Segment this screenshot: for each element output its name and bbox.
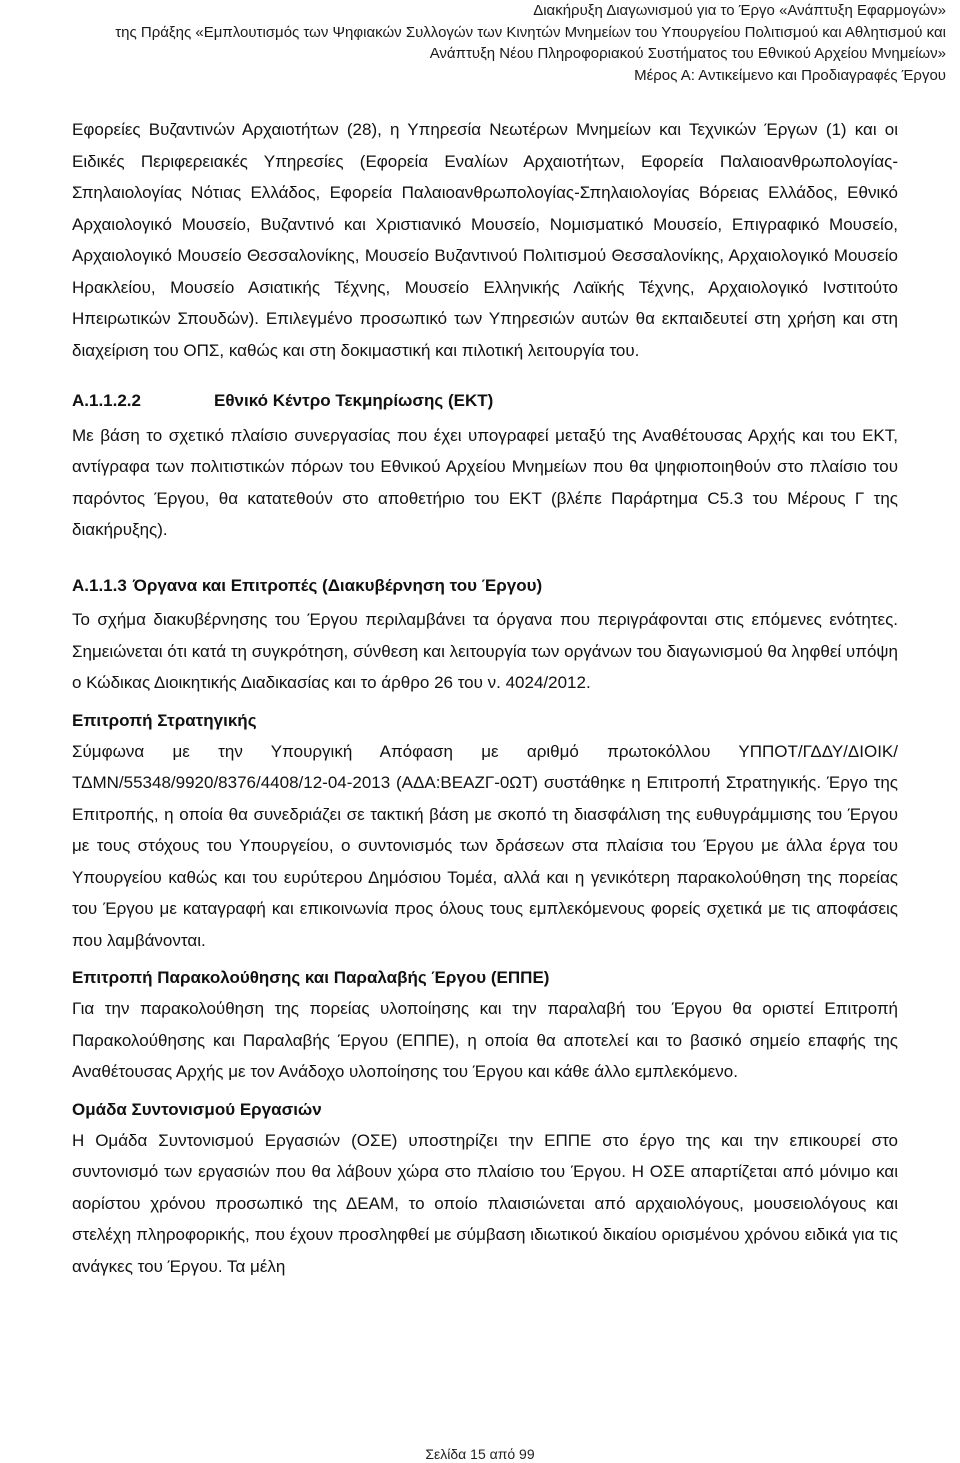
page-number: Σελίδα 15 από 99 [425,1446,535,1462]
section-title: Εθνικό Κέντρο Τεκμηρίωσης (ΕΚΤ) [214,391,494,410]
section-governance [72,570,898,1283]
monitoring-committee-text: Για την παρακολούθηση της πορείας υλοποίησης και την παραλαβή του Έργου θα οριστεί Επιτροπή Παρακολούθησης και Παραλαβής Έργου (ΕΠΠΕ), η οποία θα αποτελεί και το βασικό σημείο επαφής της Αναθέτουσας Αρχής με τον Ανάδοχο υλοποίησης του Έργου και κάθε άλλο εμπλεκόμενο. [72,999,898,1081]
strategic-committee-title: Επιτροπή Στρατηγικής [72,710,257,730]
section-governance-text: Το σχήμα διακυβέρνησης του Έργου περιλαμβάνει τα όργανα που περιγράφονται στις επόμενες ενότητες. Σημειώνεται ότι κατά τη συγκρότηση, σύνθεση και λειτουργία των οργάνων του διαγωνισμού θα ληφθεί υπόψη ο Κώδικας Διοικητικής Διαδικασίας και το άρθρο 26 του ν. 4024/2012. [72,610,898,692]
header-line-2: της Πράξης «Εμπλουτισμός των Ψηφιακών Συλλογών των Κινητών Μνημείων του Υπουργείου Πολιτισμού και Αθλητισμού και [115,23,946,41]
section-ekt-text: Με βάση το σχετικό πλαίσιο συνεργασίας που έχει υπογραφεί μεταξύ της Αναθέτουσας Αρχής και του ΕΚΤ, αντίγραφα των πολιτιστικών πόρων του Εθνικού Αρχείου Μνημείων που θα ψηφιοποιηθούν στο πλαίσιο του παρόντος Έργου, θα κατατεθούν στο αποθετήριο του ΕΚΤ (βλέπε Παράρτημα C5.3 του Μέρους Γ της διακήρυξης). [72,425,898,539]
document-header [6,0,946,86]
header-line-4: Μέρος Α: Αντικείμενο και Προδιαγραφές Έργου [634,66,946,84]
section-number: Α.1.1.2.2 [72,391,141,410]
section-number: Α.1.1.3 [72,575,127,595]
coordination-group-text: Η Ομάδα Συντονισμού Εργασιών (ΟΣΕ) υποστηρίζει την ΕΠΠΕ στο έργο της και την επικουρεί στο συντονισμό των εργασιών που θα λάβουν χώρα στο πλαίσιο του Έργου. Η ΟΣΕ απαρτίζεται από μόνιμο και αορίστου χρόνου προσωπικό της ΔΕΑΜ, το οποίο πλαισιώνεται από αρχαιολόγους, μουσειολόγους και στελέχη πληροφορικής, που έχουν προσληφθεί με σύμβαση ιδιωτικού δικαίου ορισμένου χρόνου ειδικά για τις ανάγκες του Έργου. Τα μέλη [72,1130,898,1276]
intro-paragraph: Εφορείες Βυζαντινών Αρχαιοτήτων (28), η Υπηρεσία Νεωτέρων Μνημείων και Τεχνικών Έργων (1) και οι Ειδικές Περιφερειακές Υπηρεσίες (Εφορεία Εναλίων Αρχαιοτήτων, Εφορεία Παλαιοανθρωπολογίας-Σπηλαιολογίας Νότιας Ελλάδος, Εφορεία Παλαιοανθρωπολογίας-Σπηλαιολογίας Βόρειας Ελλάδος, Εθνικό Αρχαιολογικό Μουσείο, Βυζαντινό και Χριστιανικό Μουσείο, Νομισματικό Μουσείο, Επιγραφικό Μουσείο, Αρχαιολογικό Μουσείο Θεσσαλονίκης, Μουσείο Βυζαντινού Πολιτισμού Θεσσαλονίκης, Αρχαιολογικό Μουσείο Ηρακλείου, Μουσείο Ασιατικής Τέχνης, Μουσείο Ελληνικής Λαϊκής Τέχνης, Αρχαιολογικό Ινστιτούτο Ηπειρωτικών Σπουδών). Επιλεγμένο προσωπικό των Υπηρεσιών αυτών θα εκπαιδευτεί στη χρήση και στη διαχείριση του ΟΠΣ, καθώς και στη δοκιμαστική και πιλοτική λειτουργία του. [72,120,898,360]
section-ekt [72,385,898,546]
page-body [72,114,898,1282]
monitoring-committee-title: Επιτροπή Παρακολούθησης και Παραλαβής Έργου (ΕΠΠΕ) [72,968,550,987]
header-line-1: Διακήρυξη Διαγωνισμού για το Έργο «Ανάπτυξη Εφαρμογών» [533,2,946,19]
header-line-3: Ανάπτυξη Νέου Πληροφοριακού Συστήματος του Εθνικού Αρχείου Μνημείων» [429,45,946,62]
section-ekt-heading [72,385,898,417]
strategic-committee-text: Σύμφωνα με την Υπουργική Απόφαση με αριθμό πρωτοκόλλου ΥΠΠΟΤ/ΓΔΔΥ/ΔΙΟΙΚ/ΤΔΜΝ/55348/9920/8376/4408/12-04-2013 (ΑΔΑ:ΒΕΑΖΓ-0ΩΤ) συστάθηκε η Επιτροπή Στρατηγικής. Έργο της Επιτροπής, η οποία θα συνεδριάζει σε τακτική βάση με σκοπό τη διασφάλιση της ευθυγράμμισης του Έργου με τους στόχους του Υπουργείου, ο συντονισμός των δράσεων στα πλαίσια του Έργου με άλλα έργα του Υπουργείου καθώς και του ευρύτερου Δημόσιου Τομέα, αλλά και η γενικότερη παρακολούθηση της πορείας του Έργου με καταγραφή και επικοινωνία προς όλους τους εμπλεκόμενους φορείς σχετικά με τις αποφάσεις που λαμβάνονται. [72,741,898,950]
section-title: Όργανα και Επιτροπές (Διακυβέρνηση του Έργου) [132,575,543,595]
section-governance-heading [72,570,898,602]
coordination-group-title: Ομάδα Συντονισμού Εργασιών [72,1099,322,1119]
